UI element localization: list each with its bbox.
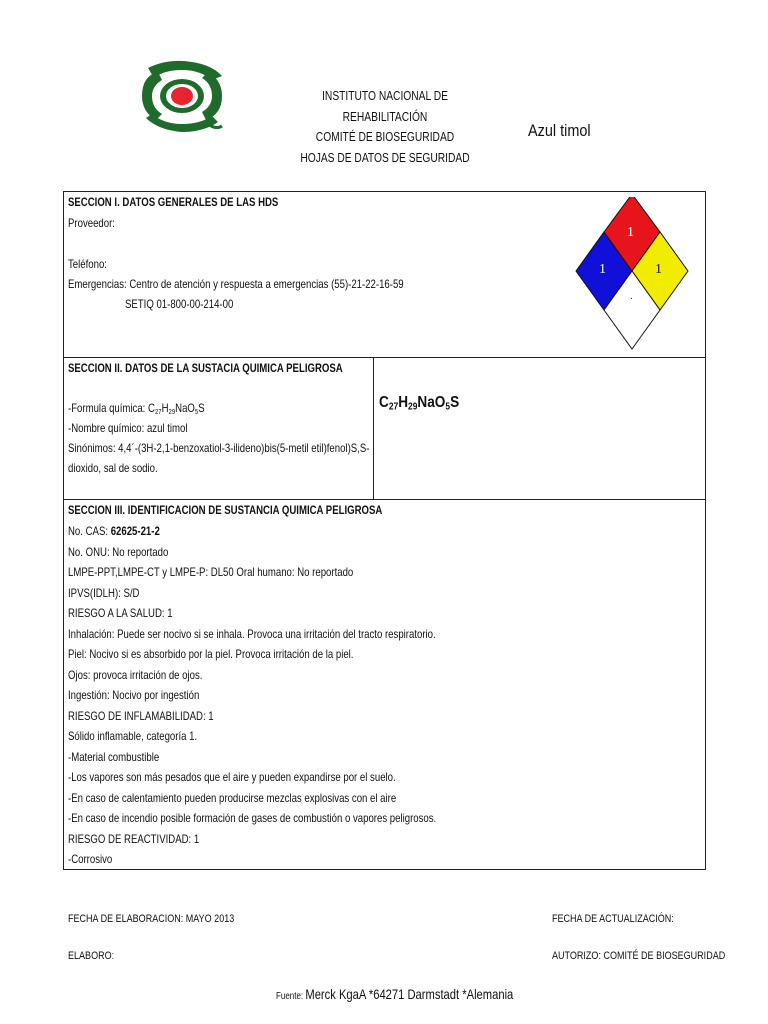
fecha-elaboracion: FECHA DE ELABORACION: MAYO 2013 <box>68 913 235 925</box>
nfpa-reactivity-value: 1 <box>655 262 662 277</box>
section-3-line: Ingestión: Nocivo por ingestión <box>68 688 200 702</box>
section-3-line: -En caso de incendio posible formación de gases de combustión o vapores peligrosos. <box>68 811 437 825</box>
sinonimos-line-2: dioxido, sal de sodio. <box>68 461 158 475</box>
section-3-line: RIESGO DE INFLAMABILIDAD: 1 <box>68 708 214 723</box>
section-3-line: Piel: Nocivo si es absorbido por la piel. Provoca irritación de la piel. <box>68 647 354 661</box>
section-3-line: RIESGO DE REACTIVIDAD: 1 <box>68 831 200 846</box>
section-3-line: IPVS(IDLH): S/D <box>68 585 140 600</box>
institute-name: INSTITUTO NACIONAL DE REHABILITACIÓN <box>322 89 448 124</box>
source-line <box>276 986 513 1002</box>
section-3-line: -Los vapores son más pesados que el aire y pueden expandirse por el suelo. <box>68 770 396 784</box>
section-3-line: Sólido inflamable, categoría 1. <box>68 729 198 743</box>
formula-small: $C_{27}H_{29}NaO_5S$ <box>148 401 205 416</box>
section-1-title: SECCION I. DATOS GENERALES DE LAS HDS <box>68 195 279 209</box>
source-label: Fuente: <box>276 991 306 1002</box>
formula-line <box>68 401 205 416</box>
section-3-line: No. ONU: No reportado <box>68 544 169 559</box>
proveedor-label: Proveedor: <box>68 216 115 230</box>
section-3-line: -Corrosivo <box>68 852 113 866</box>
elaboro-label: ELABORO: <box>68 950 115 962</box>
section-3-line: Inhalación: Puede ser nocivo si se inhala. Provoca una irritación del tracto respiratorio. <box>68 626 436 641</box>
source-value: Merck KgaA *64271 Darmstadt *Alemania <box>305 986 514 1002</box>
formula-label: -Formula química: <box>68 401 149 415</box>
sinonimos-line-1: Sinónimos: 4,4´-(3H-2,1-benzoxatiol-3-ilideno)bis(5-metil etil)fenol)S,S- <box>68 441 370 455</box>
cas-label: No. CAS: <box>68 524 111 538</box>
fecha-actualizacion: FECHA DE ACTUALIZACIÓN: <box>552 913 674 925</box>
section-3-title: SECCION III. IDENTIFICACION DE SUSTANCIA QUIMICA PELIGROSA <box>68 503 383 517</box>
emergency-line: Emergencias: Centro de atención y respuesta a emergencias (55)-21-22-16-59 <box>68 277 404 291</box>
institute-logo-icon <box>138 56 226 136</box>
nombre-quimico: -Nombre químico: azul timol <box>68 421 188 435</box>
section-3-line: LMPE-PPT,LMPE-CT y LMPE-P: DL50 Oral humano: No reportado <box>68 565 354 579</box>
nfpa-flammability-value: 1 <box>627 225 634 240</box>
section-2-divider <box>373 357 374 500</box>
committee-name: COMITÉ DE BIOSEGURIDAD <box>315 130 455 144</box>
nfpa-special-value: . <box>630 291 633 302</box>
section-3-line: RIESGO A LA SALUD: 1 <box>68 606 173 620</box>
section-3-line: Ojos: provoca irritación de ojos. <box>68 667 203 682</box>
substance-name: Azul timol <box>528 121 591 140</box>
cas-number: 62625-21-2 <box>110 524 160 538</box>
autorizo-label: AUTORIZO: COMITÉ DE BIOSEGURIDAD <box>552 950 726 962</box>
document-type: HOJAS DE DATOS DE SEGURIDAD <box>300 150 470 165</box>
section-2-title: SECCION II. DATOS DE LA SUSTACIA QUIMICA PELIGROSA <box>68 361 343 375</box>
cas-line <box>68 524 160 538</box>
document-header <box>260 86 510 168</box>
nfpa-diamond-icon <box>572 197 690 353</box>
section-3-line: -En caso de calentamiento pueden producirse mezclas explosivas con el aire <box>68 790 397 805</box>
telefono-label: Teléfono: <box>68 257 107 271</box>
nfpa-health-value: 1 <box>599 262 606 277</box>
section-3-line: -Material combustible <box>68 749 160 764</box>
formula-display: $C_{27}H_{29}NaO_5S$ <box>379 394 460 413</box>
setiq-line: SETIQ 01-800-00-214-00 <box>125 297 234 311</box>
